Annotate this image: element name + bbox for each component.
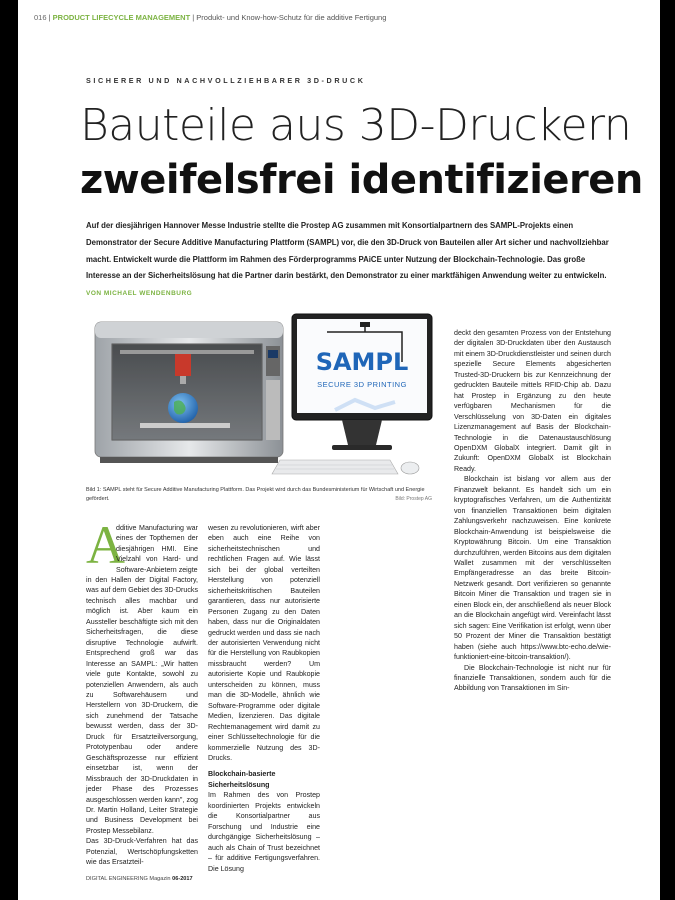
screen-tagline: SECURE 3D PRINTING [317,380,407,389]
header-separator: | [48,13,53,22]
caption-text: Bild 1: SAMPL steht für Secure Additive Manufacturing Plattform. Das Projekt wird durch das Bundesministerium für Wirtschaft und Energie gefördert. [86,487,425,502]
paragraph: Das 3D-Druck-Verfahren hat das Potenzial, Wertschöpfungsketten wie das Ersatzteil- [86,837,198,867]
topic-label: Produkt- und Know-how-Schutz für die additive Fertigung [196,13,387,22]
photo-credit: Bild: Prostep AG [395,495,432,502]
paragraph: deckt den gesamten Prozess von der Entstehung der digitalen 3D-Druckdaten über den Austausch mit einem 3D-Druckdienstleister und seinen durch spezielle Secure Elements abgesicherten Trusted-3D-Druckern bis zur Kennzeichnung der gedruckten Bauteile mittels RFID-Chip ab. Dazu hat Prostep in Ergänzung zu den heute verfügbaren Mechanismen für die Verschlüsselung von 3D-Daten ein digitales Lizenzmanagement auf Basis der Blockchain-Technologie in die Datenaustauschlösung OpenDXM GlobalX integriert. Damit gilt in Zukunft: OpenDXM GlobalX ist Blockchain Ready. [454,329,611,473]
body-column-1-top [116,523,198,575]
running-header [34,13,386,22]
footer-issue: 06-2017 [172,876,193,882]
paragraph: wesen zu revolutionieren, wirft aber eben auch eine Reihe von sicherheitstechnischen und rechtlichen Fragen auf. Wie lässt sich bei der global verteilten Herstellung von potenziell sicherheitskritischen Bauteilen garantieren, dass nur autorisierte Personen Zugang zu den Daten haben, dass nur die Originaldaten gedruckt werden und dass sie nach der autorisierten Verwendung nicht für die Herstellung von Raubkopien missbraucht werden? Um autorisierte Kopie und Raubkopie unterscheiden zu können, muss man die 3D-Modelle, ähnlich wie Software-Programme oder digitale Medien, lizenzieren. Das digitale Rechtemanagement wird damit zu einer Schlüsseltechnologie für die kommerzielle Nutzung des 3D-Drucks. [208,524,320,762]
paragraph: in den Hallen der Digital Factory, was auf dem Gebiet des 3D-Drucks technisch alles machbar und möglich ist. Aber kaum ein Aussteller beschäftigte sich mit den Sicherheitsfragen, die diese disruptive Technologie aufwirft. Entsprechend groß war das Interesse an SAMPL: „Wir hatten viele gute Kontakte, sowohl zu potenziellen Anwendern, als auch zu Softwarehäusern und Herstellern von 3D-Druckern, die sich zunehmend der Tatsache bewusst werden, dass der 3D-Druck für Ersatzteilversorgung, Prototypenbau oder andere Geschäftsprozesse nur effizient einsetzbar ist, wenn der Missbrauch der 3D-Druckdaten in jeder Phase des Prozesses ausgeschlossen werden kann", zog Dr. Martin Holland, Leiter Strategie und Business Development bei Prostep Messebilanz. [86,576,198,835]
screen-logo: SAMPL [315,348,409,376]
headline-line-2: zweifelsfrei identifizieren [80,157,643,203]
figure-caption [86,486,434,503]
body-column-3 [454,328,611,694]
author-byline: VON MICHAEL WENDENBURG [86,290,193,298]
paragraph: Blockchain ist bislang vor allem aus der Finanzwelt bekannt. Es handelt sich um ein kryptografisches Verfahren, um die Authentizität von finanziellen Transaktionen beim digitalen Zahlungsverkehr nachzuweisen. Eine konkrete Blockchain-Anwendung ist beispielsweise die Kryptowährung Bitcoin. Um eine Transaktion durchzuführen, werden Bitcoins aus dem digitalen Wallet zusammen mit der verschlüsselten Empfängeradresse an das breite Bitcoin-Netzwerk gesandt. Dort verifizieren so genannte Bitcoin Miner die Transaktion und tragen sie in einen Block ein, der anschließend als neuer Block an die Blockchain angefügt wird. Vereinfacht lässt sich sagen: Eine Verifikation ist erfolgt, wenn über 50 Prozent der Miner die Transaktion bestätigt haben (siehe auch https://www.btc-echo.de/wie-funktioniert-eine-bitcoin-transaktion/). [454,475,611,662]
kicker: SICHERER UND NACHVOLLZIEHBARER 3D-DRUCK [86,76,366,85]
body-column-1 [86,575,198,868]
header-separator: | [192,13,197,22]
drop-cap: A [86,515,125,575]
footer-magazine: DIGITAL ENGINEERING Magazin [86,876,173,882]
paragraph: Im Rahmen des von Prostep koordinierten Projekts entwickeln die Konsortialpartner aus Forschung und Industrie eine durchgängige Sicherheitslösung – auch als Chain of Trust bezeichnet – für additive Fertigungsverfahren. Die Lösung [208,791,320,873]
body-column-2 [208,523,320,874]
headline-line-1: Bauteile aus 3D-Druckern [80,100,632,151]
subheading: Blockchain-basierte Sicherheitslösung [208,770,276,789]
section-label: PRODUCT LIFECYCLE MANAGEMENT [52,13,191,22]
magazine-page [18,0,660,900]
printer-illustration [80,310,440,480]
page-number: 016 [34,13,47,22]
paragraph: Die Blockchain-Technologie ist nicht nur für finanzielle Transaktionen, sondern auch für die Abbildung von Transaktionen im Sin- [454,663,611,693]
lead-paragraph [86,218,611,303]
page-footer [86,876,193,882]
figure-printer-monitor [80,310,440,480]
paragraph: dditive Manufacturing war eines der Topthemen der diesjährigen HMI. Eine Vielzahl von Hard- und Software-Anbietern zeigte [116,524,198,574]
lead-text: Auf der diesjährigen Hannover Messe Industrie stellte die Prostep AG zusammen mit Konsortialpartnern des SAMPL-Projekts einen Demonstrator der Secure Additive Manufacturing Plattform (SAMPL) vor, die den 3D-Druck von Bauteilen aller Art sicher und nachvollziehbar macht. Entwickelt wurde die Plattform im Rahmen des Förderprogramms PAiCE unter Nutzung der Blockchain-Technologie. Das große Interesse an der Sicherheitslösung hat die Partner darin bestärkt, den Demonstrator zu einer marktfähigen Anwendung weiter zu entwickeln. [86,221,609,281]
